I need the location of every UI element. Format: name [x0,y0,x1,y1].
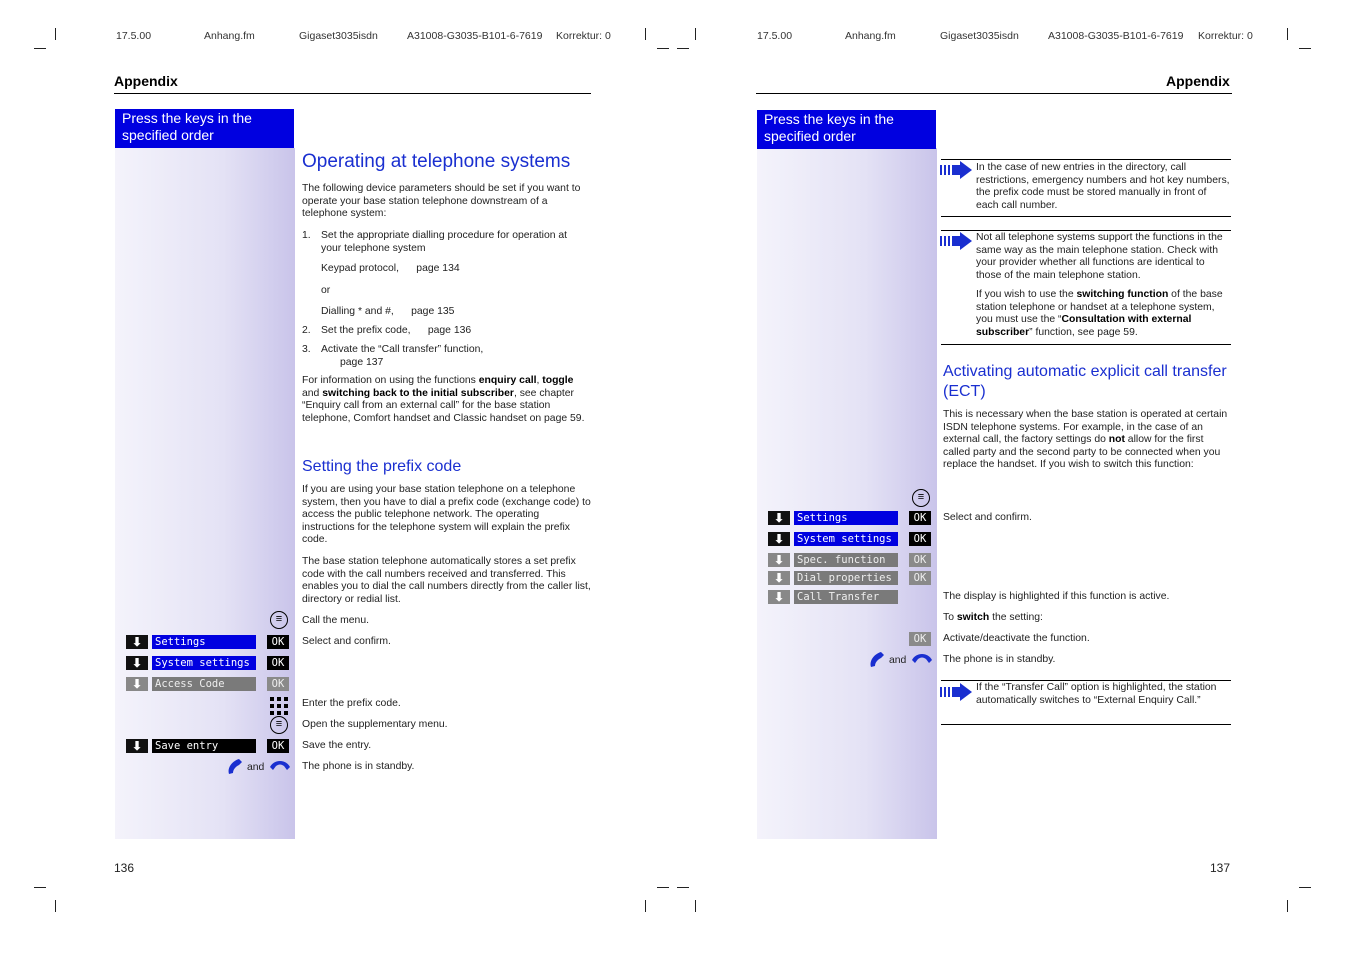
crop-mark [34,48,46,49]
step-text: or [321,285,331,296]
ok-key: OK [909,553,931,567]
down-arrow-icon: ⬇ [126,677,148,691]
row-text: The phone is in standby. [302,761,415,772]
handset-hangup-icon [911,651,933,665]
down-arrow-icon: ⬇ [126,635,148,649]
note-text: If you wish to use the switching function of the base station telephone or handset at a telephone system, you must use the “Consultation with external subscriber” function, see page 59. [976,289,1223,338]
step-number: 3. [302,344,311,355]
section-title: Appendix [114,73,178,89]
header-doc-id: A31008-G3035-B101-6-7619 [407,30,543,42]
crop-mark [55,900,56,912]
ect-paragraph: This is necessary when the base station is operated at certain ISDN telephone systems. For example, in the case of an external call, the factory settings do not allow for the first called party and the second party to be connected when you replace the handset. If you wish to switch this function: [943,409,1228,471]
note-text: In the case of new entries in the directory, call restrictions, emergency numbers and hot key numbers, the prefix code must be stored manually in front of each call number. [976,162,1230,211]
row-text: Save the entry. [302,740,372,751]
info-paragraph: For information on using the functions enquiry call, toggle and switching back to the initial subscriber, see chapter “Enquiry call from an external call” for the base station telephone, Comfort handset and Classic handset on page 59. [302,375,585,424]
row-text: Select and confirm. [943,512,1032,523]
and-label: and [889,655,907,666]
section-rule [114,93,591,94]
ok-key: OK [909,532,931,546]
step-text: Activate the “Call transfer” function, [321,344,484,355]
crop-mark [657,887,669,888]
header-doc-id: A31008-G3035-B101-6-7619 [1048,30,1184,42]
crop-mark [34,887,46,888]
note-rule [941,159,1231,160]
step-text: Keypad protocol, page 134 [321,263,460,274]
handset-lift-icon [226,758,244,776]
display-save-entry: Save entry [152,739,256,753]
crop-mark [695,28,696,40]
crop-mark [677,48,689,49]
keys-column [115,148,295,839]
row-text: The display is highlighted if this function is active. [943,591,1170,602]
menu-key-icon: ≡ [912,489,930,507]
note-icon [940,232,972,250]
note-rule [941,344,1231,345]
ok-key: OK [909,511,931,525]
ok-key: OK [267,656,289,670]
row-text: Open the supplementary menu. [302,719,448,730]
header-file: Anhang.fm [204,30,255,42]
step-text: Set the prefix code, page 136 [321,325,472,336]
step-number: 2. [302,325,311,336]
crop-mark [1299,887,1311,888]
display-system-settings: System settings [152,656,256,670]
display-spec-function: Spec. function [794,553,898,567]
prefix-paragraph-2: The base station telephone automatically stores a set prefix code with the call numbers received and transferred. This enables you to dial the call numbers directly from the caller list, directory or redial list. [302,556,591,605]
header-date: 17.5.00 [757,30,793,42]
note-text: Not all telephone systems support the functions in the same way as the main telephone station. Check with your provider whether all functions are identical to those of the main telephone station. [976,232,1223,281]
down-arrow-icon: ⬇ [126,656,148,670]
crop-mark [645,28,646,40]
row-text: Select and confirm. [302,636,391,647]
display-access-code: Access Code [152,677,256,691]
note-icon [940,161,972,179]
crop-mark [695,900,696,912]
down-arrow-icon: ⬇ [126,739,148,753]
down-arrow-icon: ⬇ [768,511,790,525]
handset-lift-icon [868,651,886,669]
keys-box: Press the keys in the specified order [115,109,294,148]
step-text: page 137 [340,357,384,368]
note-icon [940,683,972,701]
ok-key: OK [267,635,289,649]
menu-key-icon: ≡ [270,611,288,629]
intro-text: The following device parameters should be set if you want to operate your base station telephone downstream of a telephone system: [302,183,581,220]
header-file: Anhang.fm [845,30,896,42]
ok-key: OK [909,632,931,646]
page-number: 137 [1210,861,1231,875]
page-number: 136 [114,861,135,875]
section-subtitle: Setting the prefix code [302,458,462,475]
header-model: Gigaset3035isdn [299,30,378,42]
crop-mark [645,900,646,912]
ok-key: OK [267,739,289,753]
row-text: Enter the prefix code. [302,698,401,709]
note-text: If the “Transfer Call” option is highlighted, the station automatically switches to “External Enquiry Call.” [976,682,1217,706]
section-title: Appendix [1166,73,1230,89]
header-korrektur: Korrektur: 0 [1198,30,1253,42]
header-model: Gigaset3035isdn [940,30,1019,42]
crop-mark [657,48,669,49]
crop-mark [677,887,689,888]
header-korrektur: Korrektur: 0 [556,30,611,42]
ok-key: OK [267,677,289,691]
note-rule [941,216,1231,217]
keys-column [757,148,937,839]
display-settings: Settings [152,635,256,649]
and-label: and [247,762,265,773]
down-arrow-icon: ⬇ [768,590,790,604]
display-call-transfer: Call Transfer [794,590,898,604]
note-rule [941,230,1231,231]
step-text: Set the appropriate dialling procedure for operation at your telephone system [321,230,568,254]
down-arrow-icon: ⬇ [768,532,790,546]
display-settings: Settings [794,511,898,525]
handset-hangup-icon [269,758,291,772]
row-text: Activate/deactivate the function. [943,633,1090,644]
step-text: Dialling * and #, page 135 [321,306,455,317]
ok-key: OK [909,571,931,585]
row-text: The phone is in standby. [943,654,1056,665]
down-arrow-icon: ⬇ [768,571,790,585]
step-number: 1. [302,230,311,241]
prefix-paragraph-1: If you are using your base station telephone on a telephone system, then you have to dial a prefix code (exchange code) to access the public telephone network. The operating instructions for the telephone system will explain the prefix code. [302,484,591,546]
keys-box: Press the keys in the specified order [757,110,936,149]
row-text: Call the menu. [302,615,369,626]
switch-text: To switch the setting: [943,612,1043,623]
crop-mark [55,28,56,40]
display-system-settings: System settings [794,532,898,546]
crop-mark [1287,28,1288,40]
page-title: Activating automatic explicit call transfer (ECT) [943,363,1227,400]
down-arrow-icon: ⬇ [768,553,790,567]
crop-mark [1299,48,1311,49]
header-date: 17.5.00 [116,30,152,42]
section-rule [756,93,1232,94]
crop-mark [1287,900,1288,912]
note-rule [941,680,1231,681]
menu-key-icon: ≡ [270,716,288,734]
display-dial-properties: Dial properties [794,571,898,585]
keypad-icon [270,697,288,715]
note-rule [941,724,1231,725]
page-title: Operating at telephone systems [302,151,571,172]
